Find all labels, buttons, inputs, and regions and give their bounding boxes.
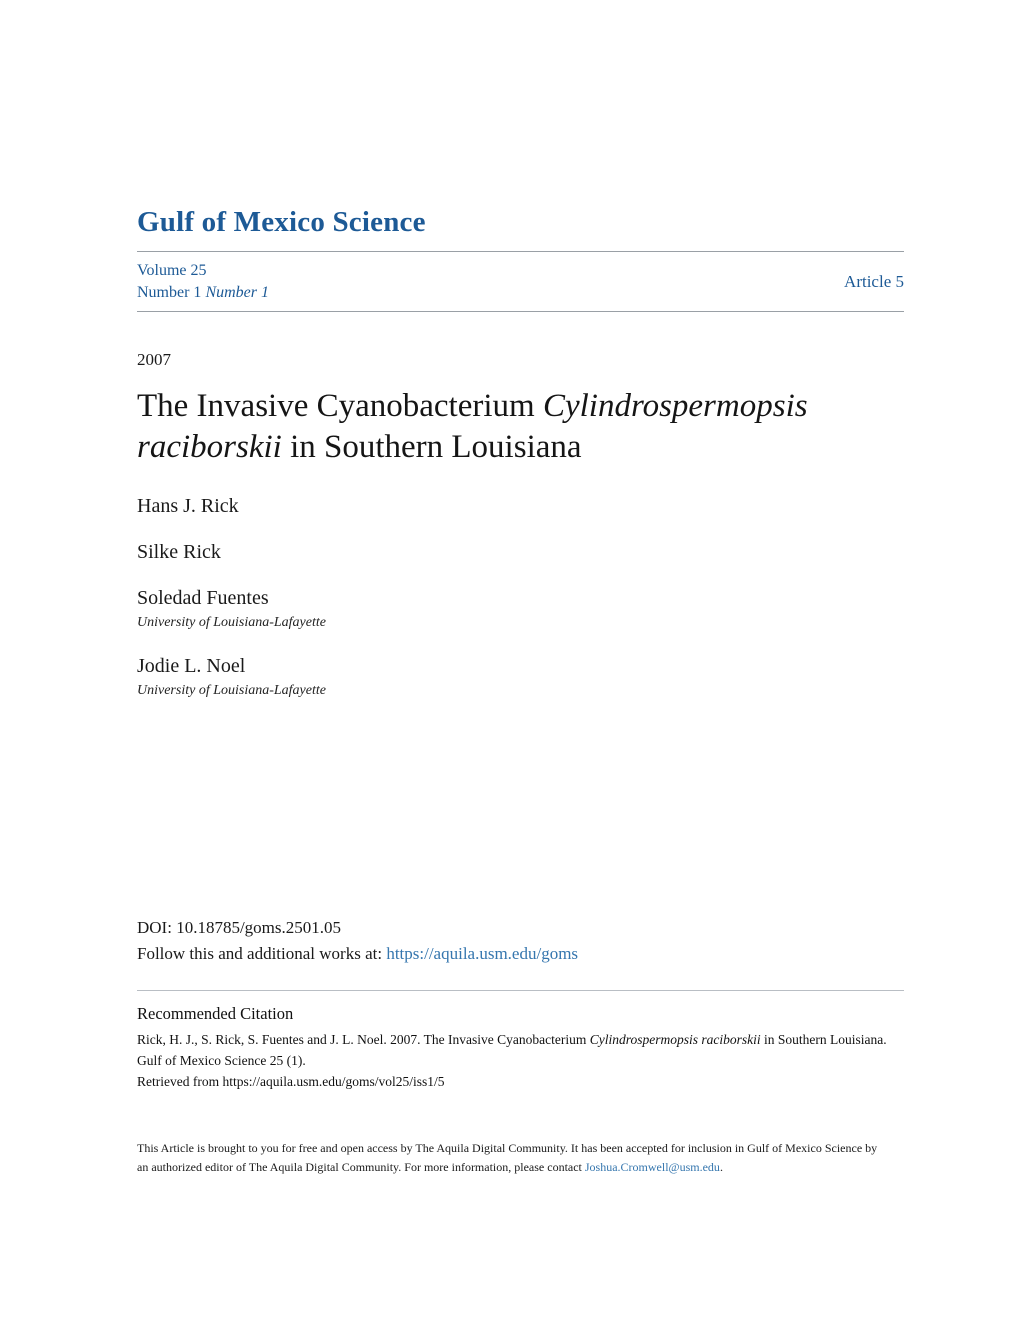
journal-title: Gulf of Mexico Science bbox=[137, 206, 426, 238]
author-affiliation: University of Louisiana-Lafayette bbox=[137, 615, 326, 631]
author-entry bbox=[137, 540, 904, 564]
contact-email-link[interactable]: Joshua.Cromwell@usm.edu bbox=[584, 1160, 720, 1175]
issue-number-italic: Number 1 bbox=[205, 284, 269, 302]
article-title bbox=[137, 386, 904, 469]
access-statement bbox=[137, 1139, 882, 1177]
recommended-citation-heading: Recommended Citation bbox=[137, 1004, 294, 1024]
article-number-label: Article 5 bbox=[844, 272, 904, 292]
title-species-name: Cylindrospermopsis raciborskii bbox=[137, 387, 808, 466]
masthead bbox=[137, 206, 904, 312]
author-list bbox=[137, 494, 904, 700]
follow-works-text: Follow this and additional works at: bbox=[137, 944, 387, 964]
citation-species-name: Cylindrospermopsis raciborskii bbox=[589, 1032, 761, 1048]
recommended-citation-text bbox=[137, 1030, 904, 1093]
article-header bbox=[137, 350, 904, 1178]
access-statement-text: This Article is brought to you for free and open access by The Aquila Digital Community. It has been accepted for inclusion in Gulf of Mexico Science by an authorized editor of The Aquila Digital Community. For more information, please contact bbox=[137, 1141, 878, 1175]
author-name: Soledad Fuentes bbox=[137, 587, 269, 610]
doi-follow-block bbox=[137, 916, 904, 967]
author-entry bbox=[137, 494, 904, 518]
issue-row bbox=[137, 252, 904, 311]
issue-label bbox=[137, 282, 269, 304]
citation-authors-text: Rick, H. J., S. Rick, S. Fuentes and J. L. Noel. 2007. The Invasive Cyanobacterium bbox=[137, 1032, 590, 1048]
citation-divider bbox=[137, 990, 904, 991]
author-entry bbox=[137, 586, 904, 632]
citation-line-2: Gulf of Mexico Science 25 (1). bbox=[137, 1053, 306, 1069]
citation-line-1 bbox=[137, 1030, 904, 1051]
repository-link[interactable]: https://aquila.usm.edu/goms bbox=[386, 944, 579, 964]
author-name: Jodie L. Noel bbox=[137, 655, 246, 678]
follow-works-line bbox=[137, 942, 904, 966]
author-entry bbox=[137, 654, 904, 700]
author-name: Silke Rick bbox=[137, 541, 221, 564]
publication-year: 2007 bbox=[137, 349, 171, 369]
issue-number: Number 1 bbox=[137, 284, 206, 302]
title-segment-2: in Southern Louisiana bbox=[281, 429, 582, 466]
issue-info bbox=[137, 260, 269, 305]
masthead-divider-bottom bbox=[137, 311, 904, 312]
author-affiliation: University of Louisiana-Lafayette bbox=[137, 683, 326, 699]
access-statement-period: . bbox=[719, 1160, 723, 1175]
doi-label: DOI: 10.18785/goms.2501.05 bbox=[137, 917, 341, 937]
author-name: Hans J. Rick bbox=[137, 495, 239, 518]
volume-label: Volume 25 bbox=[137, 262, 207, 279]
citation-line-3: Retrieved from https://aquila.usm.edu/goms/vol25/iss1/5 bbox=[137, 1074, 445, 1090]
citation-title-end: in Southern Louisiana. bbox=[760, 1032, 887, 1048]
title-segment-1: The Invasive Cyanobacterium bbox=[137, 387, 543, 424]
